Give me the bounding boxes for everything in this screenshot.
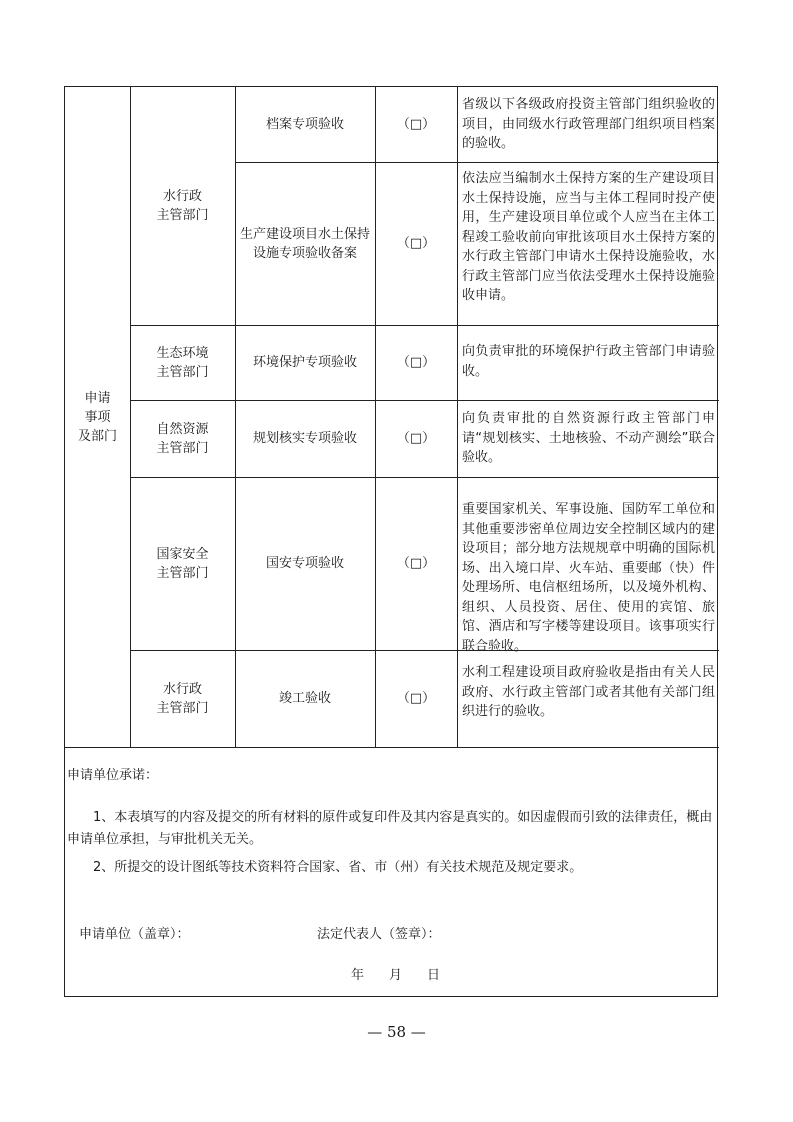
checkbox-cell[interactable]: （□） [396, 431, 436, 446]
signature-date: 年 月 日 [351, 968, 447, 983]
department-cell: 国家安全 主管部门 [156, 546, 209, 581]
category-label: 申请 事项 及部门 [77, 390, 117, 444]
description-cell: 向负责审批的自然资源行政主管部门申请“规划核实、土地核验、不动产测绘”联合验收。 [462, 411, 715, 465]
description-cell: 重要国家机关、军事设施、国防军工单位和其他重要涉密单位周边安全控制区域内的建设项目；部分地方法规规章中明确的国际机场、出入境口岸、火车站、重要邮（快）件处理场所、电信枢纽场所，以及境外机构、组织、人员投资、居住、使用的宾馆、旅馆、酒店和写字楼等建设项目。该事项实行联合验收。 [462, 502, 715, 654]
item-name-cell: 档案专项验收 [265, 117, 344, 132]
department-cell: 水行政 主管部门 [156, 681, 209, 716]
item-name-cell: 竣工验收 [278, 691, 331, 706]
item-name-cell: 国安专项验收 [265, 556, 344, 571]
legal-representative-label: 法定代表人（签章）： [317, 927, 441, 942]
checkbox-cell[interactable]: （□） [396, 117, 436, 132]
commitment-item-2: 2、所提交的设计图纸等技术资料符合国家、省、市（州）有关技术规范及规定要求。 [93, 860, 583, 875]
item-name-cell: 规划核实专项验收 [252, 431, 357, 446]
description-cell: 向负责审批的环境保护行政主管部门申请验收。 [462, 344, 715, 379]
application-form-table [64, 86, 718, 997]
item-name-cell: 环境保护专项验收 [252, 355, 357, 370]
department-cell: 水行政 主管部门 [156, 189, 209, 223]
commitment-item-1: 1、本表填写的内容及提交的所有材料的原件或复印件及其内容是真实的。如因虚假而引致的法律责任，概由申请单位承担，与审批机关无关。 [67, 810, 713, 847]
department-cell: 自然资源 主管部门 [156, 421, 209, 456]
description-cell: 省级以下各级政府投资主管部门组织验收的项目，由同级水行政管理部门组织项目档案的验收。 [462, 97, 715, 151]
page-number: — 58 — [367, 1023, 426, 1041]
checkbox-cell[interactable]: （□） [396, 691, 436, 706]
department-cell: 生态环境 主管部门 [156, 345, 209, 380]
description-cell: 依法应当编制水土保持方案的生产建设项目水土保持设施，应当与主体工程同时投产使用，生产建设项目单位或个人应当在主体工程竣工验收前向审批该项目水土保持方案的水行政主管部门申请水土保持设施验收，水行政主管部门应当依法受理水土保持设施验收申请。 [462, 171, 715, 303]
commitment-title: 申请单位承诺： [67, 768, 159, 783]
table-bottom-line [65, 747, 719, 748]
item-name-cell: 生产建设项目水土保持 设施专项验收备案 [239, 226, 370, 261]
checkbox-cell[interactable]: （□） [396, 236, 436, 251]
checkbox-cell[interactable]: （□） [396, 556, 436, 571]
description-cell: 水利工程建设项目政府验收是指由有关人民政府、水行政主管部门或者其他有关部门组织进行的验收。 [462, 665, 715, 719]
applicant-seal-label: 申请单位（盖章）： [79, 927, 190, 942]
checkbox-cell[interactable]: （□） [396, 355, 436, 370]
